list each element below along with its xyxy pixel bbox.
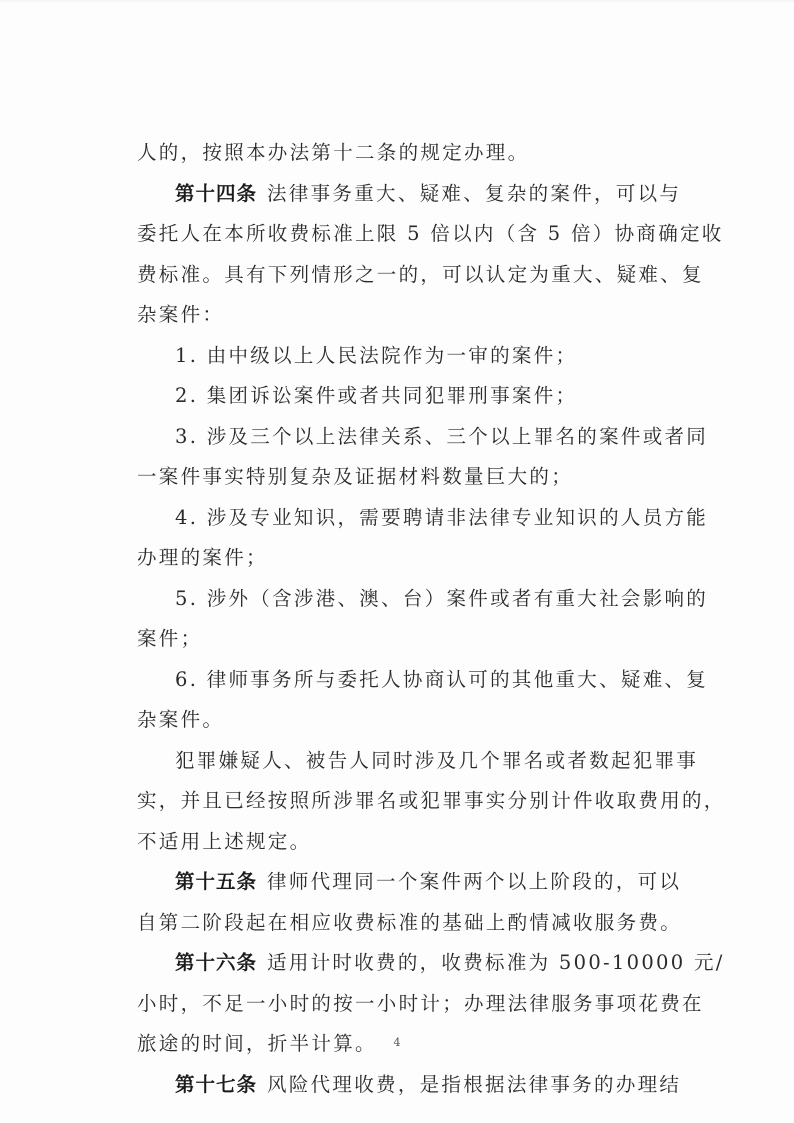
article-label: 第十七条 [175,1072,258,1096]
list-item: 2. 集团诉讼案件或者共同犯罪刑事案件； [175,384,578,407]
article-text: 法律事务重大、疑难、复杂的案件，可以与 [267,181,682,205]
top-edge [0,0,794,3]
body-line: 旅途的时间，折半计算。 [137,1032,377,1055]
list-item: 5. 涉外（含涉港、澳、台）案件或者有重大社会影响的 [175,586,709,610]
article-label: 第十六条 [175,951,258,974]
body-line: 实，并且已经按照所涉罪名或犯罪事实分别计件收取费用的， [137,789,726,812]
article-17-heading-line [137,1065,682,1106]
article-text: 律师代理同一个案件两个以上阶段的，可以 [267,870,682,893]
list-item: 6. 律师事务所与委托人协商认可的其他重大、疑难、复 [175,667,709,691]
article-15-heading-line [137,862,682,903]
body-line: 杂案件： [137,303,225,326]
body-line: 人的，按照本办法第十二条的规定办理。 [137,141,530,164]
article-14-heading-line [137,174,682,215]
paragraph-line: 犯罪嫌疑人、被告人同时涉及几个罪名或者数起犯罪事 [175,748,699,772]
body-line: 小时，不足一小时的按一小时计；办理法律服务事项花费在 [137,991,704,1015]
list-item-continuation: 案件； [137,627,203,650]
article-label: 第十四条 [175,181,258,205]
article-label: 第十五条 [175,870,258,893]
list-item: 4. 涉及专业知识，需要聘请非法律专业知识的人员方能 [175,505,709,529]
body-line: 自第二阶段起在相应收费标准的基础上酌情减收服务费。 [137,910,683,934]
article-text: 风险代理收费，是指根据法律事务的办理结 [267,1072,682,1096]
body-line: 不适用上述规定。 [137,829,312,853]
article-text: 适用计时收费的，收费标准为 500-10000 元/ [267,951,725,974]
list-item-continuation: 办理的案件； [137,546,268,569]
list-item: 3. 涉及三个以上法律关系、三个以上罪名的案件或者同 [175,424,709,448]
list-item-continuation: 杂案件。 [137,708,225,731]
page-number: 4 [393,1036,401,1049]
list-item: 1. 由中级以上人民法院作为一审的案件； [175,343,578,367]
body-line: 费标准。具有下列情形之一的，可以认定为重大、疑难、复 [137,262,704,286]
article-16-heading-line [137,943,725,984]
document-body [137,133,726,1105]
body-line: 委托人在本所收费标准上限 5 倍以内（含 5 倍）协商确定收 [137,222,724,245]
list-item-continuation: 一案件事实特别复杂及证据材料数量巨大的； [137,465,574,488]
